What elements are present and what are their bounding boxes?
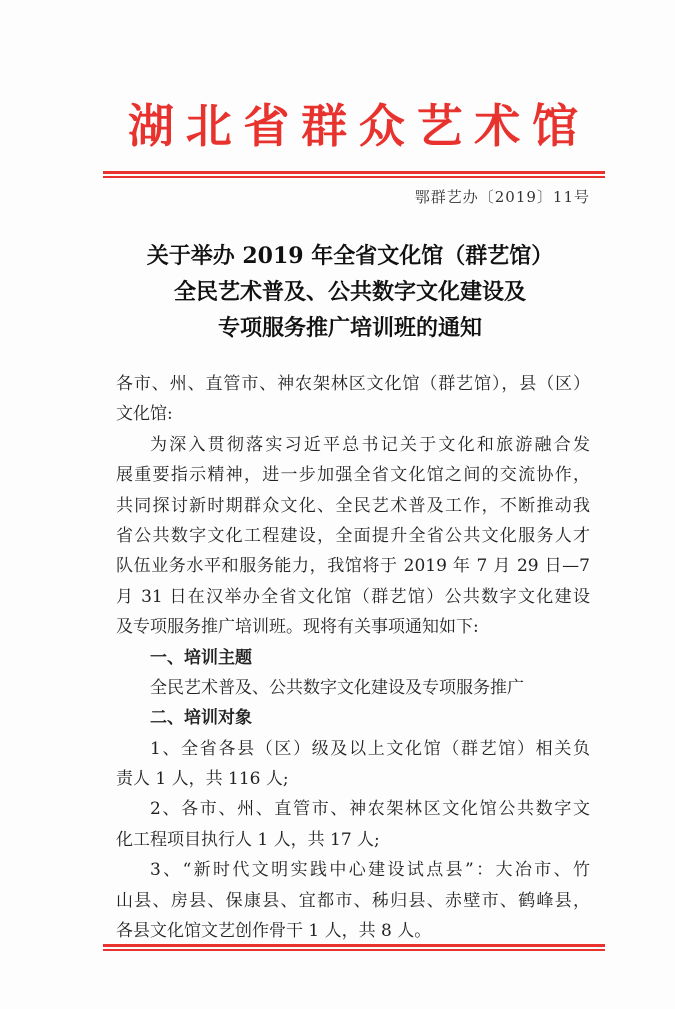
paragraph-line: 为深入贯彻落实习近平总书记关于文化和旅游融合发 xyxy=(150,434,590,455)
list-item-line: 责人 1 人，共 116 人; xyxy=(116,769,289,790)
paragraph-line: 展重要指示精神，进一步加强全省文化馆之间的交流协作， xyxy=(116,465,590,486)
paragraph-line: 月 31 日在汉举办全省文化馆（群艺馆）公共数字文化建设 xyxy=(116,586,590,607)
title-line: 专项服务推广培训班的通知 xyxy=(217,315,482,341)
footer-divider xyxy=(103,944,605,951)
paragraph-line: 全民艺术普及、公共数字文化建设及专项服务推广 xyxy=(150,677,524,698)
salutation-line: 文化馆: xyxy=(116,404,173,425)
letterhead-divider xyxy=(103,171,605,178)
notice-title xyxy=(100,238,600,346)
paragraph-line: 省公共数字文化工程建设，全面提升全省公共文化服务人才 xyxy=(116,525,590,546)
list-item-line: 3、“新时代文明实践中心建设试点县”：大冶市、竹 xyxy=(150,860,590,881)
salutation-line: 各市、州、直管市、神农架林区文化馆（群艺馆），县（区） xyxy=(116,374,590,394)
paragraph-line: 及专项服务推广培训班。现将有关事项通知如下: xyxy=(116,617,479,638)
list-item-line: 各县文化馆文艺创作骨干 1 人，共 8 人。 xyxy=(116,921,432,942)
paragraph-line: 队伍业务水平和服务能力，我馆将于 2019 年 7 月 29 日—7 xyxy=(116,556,590,577)
organization-letterhead: 湖北省群众艺术馆 xyxy=(128,99,578,153)
list-item-line: 1、全省各县（区）级及以上文化馆（群艺馆）相关负 xyxy=(150,738,590,759)
title-line: 关于举办 2019 年全省文化馆（群艺馆） xyxy=(146,243,554,269)
notice-body xyxy=(116,369,590,946)
list-item-line: 化工程项目执行人 1 人，共 17 人; xyxy=(116,829,380,850)
list-item-line: 山县、房县、保康县、宜都市、秭归县、赤壁市、鹤峰县， xyxy=(116,890,590,911)
list-item-line: 2、各市、州、直管市、神农架林区文化馆公共数字文 xyxy=(150,799,590,820)
section-heading: 一、培训主题 xyxy=(150,647,252,668)
section-heading: 二、培训对象 xyxy=(150,708,252,729)
document-number: 鄂群艺办〔2019〕11号 xyxy=(414,188,590,206)
paragraph-line: 共同探讨新时期群众文化、全民艺术普及工作，不断推动我 xyxy=(116,495,590,516)
title-line: 全民艺术普及、公共数字文化建设及 xyxy=(173,279,526,305)
